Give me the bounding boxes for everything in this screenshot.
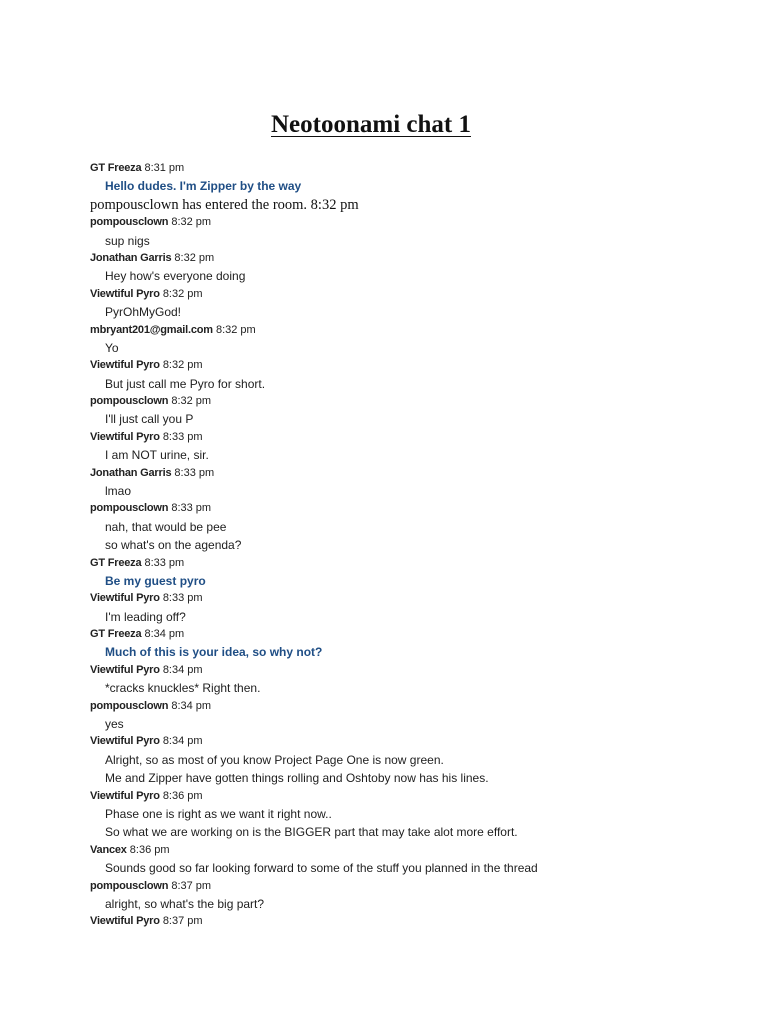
message-text: Me and Zipper have gotten things rolling and Oshtoby now has his lines. — [105, 771, 489, 785]
message-header — [90, 500, 750, 517]
message-header — [90, 662, 750, 679]
message-text: Alright, so as most of you know Project Page One is now green. — [105, 752, 444, 767]
message-timestamp: 8:33 pm — [162, 592, 203, 605]
message-timestamp: 8:36 pm — [162, 789, 203, 802]
sender-name: pompousclown — [90, 879, 169, 892]
message-header — [90, 160, 750, 177]
message-timestamp: 8:33 pm — [174, 466, 215, 479]
message-text: yes — [105, 716, 124, 731]
message-timestamp: 8:32 pm — [171, 395, 212, 407]
message-text: so what's on the agenda? — [105, 538, 242, 552]
message-header — [90, 429, 750, 446]
sender-name: Viewtiful Pyro — [90, 287, 160, 300]
message-header — [90, 555, 750, 572]
message-text: *cracks knuckles* Right then. — [105, 681, 261, 695]
message-text: Phase one is right as we want it right now.. — [105, 806, 332, 821]
message-header — [90, 590, 750, 607]
message-text: Hey how's everyone doing — [105, 269, 246, 284]
message-timestamp: 8:31 pm — [144, 162, 185, 174]
sender-name: Viewtiful Pyro — [90, 430, 160, 443]
sender-name: Viewtiful Pyro — [90, 789, 160, 802]
sender-name: Vancex — [90, 843, 127, 856]
message-timestamp: 8:32 pm — [215, 323, 256, 336]
message-text: Much of this is your idea, so why not? — [105, 645, 323, 660]
message-text: I am NOT urine, sir. — [105, 448, 209, 462]
sender-name: Viewtiful Pyro — [90, 735, 160, 748]
message-header — [90, 465, 750, 482]
message-text: sup nigs — [105, 233, 150, 248]
sender-name: GT Freeza — [90, 162, 142, 174]
message-header — [90, 842, 750, 859]
system-notice: pompousclown has entered the room. 8:32 pm — [90, 196, 359, 213]
sender-name: Viewtiful Pyro — [90, 663, 160, 676]
message-header — [90, 788, 750, 805]
sender-name: Jonathan Garris — [90, 466, 172, 479]
message-text: PyrOhMyGod! — [105, 305, 182, 319]
message-text: Be my guest pyro — [105, 573, 206, 588]
message-timestamp: 8:32 pm — [171, 216, 212, 229]
message-timestamp: 8:36 pm — [129, 843, 170, 856]
message-text: nah, that would be pee — [105, 519, 227, 534]
message-timestamp: 8:37 pm — [162, 915, 203, 928]
message-timestamp: 8:37 pm — [171, 879, 212, 892]
chat-transcript — [90, 160, 750, 931]
message-header — [90, 357, 750, 374]
message-timestamp: 8:34 pm — [171, 699, 212, 712]
message-timestamp: 8:33 pm — [162, 430, 203, 443]
message-header — [90, 393, 750, 410]
sender-name: Jonathan Garris — [90, 252, 172, 264]
message-timestamp: 8:34 pm — [162, 735, 203, 748]
message-header — [90, 878, 750, 895]
message-header — [90, 626, 750, 643]
message-timestamp: 8:32 pm — [174, 252, 215, 264]
sender-name: mbryant201@gmail.com — [90, 323, 213, 336]
message-text: But just call me Pyro for short. — [105, 376, 266, 391]
message-text: lmao — [105, 483, 132, 498]
message-text: Hello dudes. I'm Zipper by the way — [105, 179, 302, 194]
message-header — [90, 214, 750, 231]
message-timestamp: 8:34 pm — [144, 628, 185, 640]
message-text: I'm leading off? — [105, 609, 186, 624]
sender-name: pompousclown — [90, 395, 169, 407]
message-text: Sounds good so far looking forward to some of the stuff you planned in the thread — [105, 861, 538, 875]
message-header — [90, 250, 750, 267]
sender-name: pompousclown — [90, 502, 169, 515]
message-text: I'll just call you P — [105, 412, 194, 427]
sender-name: Viewtiful Pyro — [90, 592, 160, 605]
message-timestamp: 8:33 pm — [171, 502, 212, 515]
message-timestamp: 8:34 pm — [162, 663, 203, 676]
sender-name: pompousclown — [90, 216, 169, 229]
message-header — [90, 698, 750, 715]
message-header — [90, 286, 750, 303]
sender-name: GT Freeza — [90, 556, 142, 569]
message-text: alright, so what's the big part? — [105, 896, 265, 911]
sender-name: pompousclown — [90, 699, 169, 712]
message-timestamp: 8:32 pm — [162, 287, 203, 300]
message-header — [90, 913, 750, 930]
message-timestamp: 8:32 pm — [162, 359, 203, 372]
message-header — [90, 322, 750, 339]
message-timestamp: 8:33 pm — [144, 556, 185, 569]
message-header — [90, 733, 750, 750]
sender-name: Viewtiful Pyro — [90, 915, 160, 928]
sender-name: Viewtiful Pyro — [90, 359, 160, 372]
message-text: So what we are working on is the BIGGER part that may take alot more effort. — [105, 825, 518, 840]
message-text: Yo — [105, 340, 119, 355]
sender-name: GT Freeza — [90, 628, 142, 640]
page-title: Neotoonami chat 1 — [271, 110, 471, 138]
